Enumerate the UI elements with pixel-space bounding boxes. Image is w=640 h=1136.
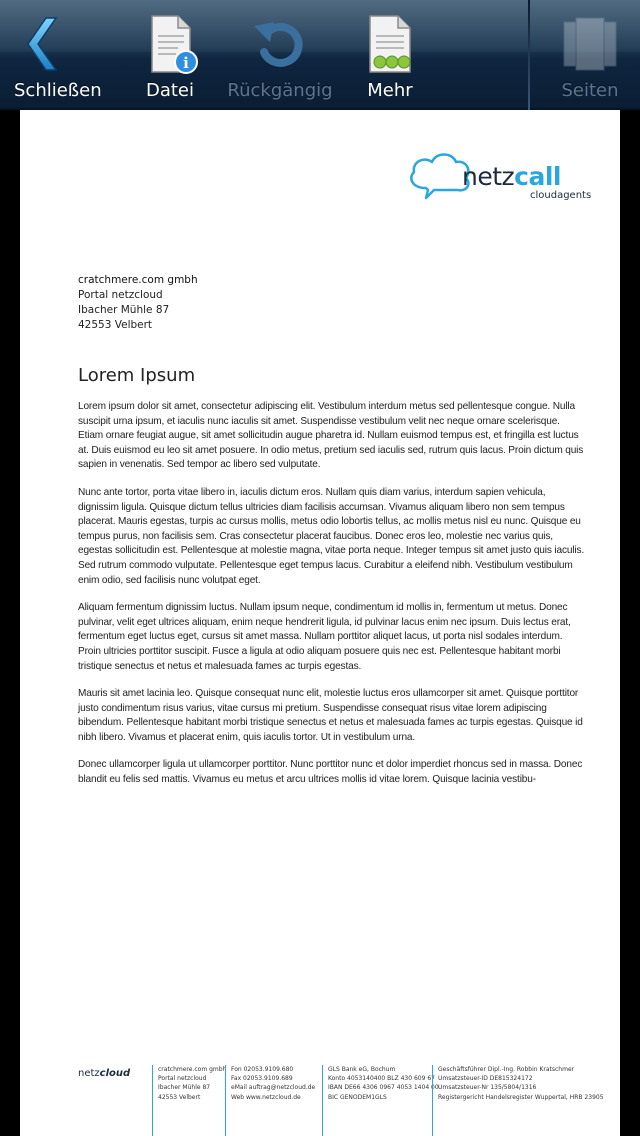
footer-line: Ibacher Mühle 87 [158,1084,211,1092]
footer-line: Fax 02053.9109.689 [231,1075,293,1083]
footer-line: Web www.netzcloud.de [231,1093,301,1101]
address-line: Portal netzcloud [78,289,163,301]
footer-line: IBAN DE66 4306 0967 4053 1404 00 [328,1084,439,1092]
paragraph: Lorem ipsum dolor sit amet, consectetur adipiscing elit. Vestibulum interdum metus sed pellentesque congue. Nulla suscipit urna ipsum, et iaculis nunc iaculis sit amet. Suspendisse vestibulum velit nec neque ornare scelerisque. Etiam ornare feugiat augue, sit amet sollicitudin augue pharetra id. Nullam euismod tempus est, et fringilla est luctus at. Duis euismod eu leo sit amet posuere. In odio metus, pretium sed iaculis sed, rutrum quis lacus. Proin dictum quis sapien in venenatis. Sed tempor ac libero sed vulputate. [78,401,584,471]
file-button[interactable] [130,0,210,110]
svg-text:i: i [183,54,189,72]
toolbar-divider [528,0,530,110]
footer-logo-accent: cloud [99,1068,131,1079]
brand-subtitle: cloudagents [530,190,592,201]
brand-prefix: netz [462,162,515,191]
paragraph: Mauris sit amet lacinia leo. Quisque consequat nunc elit, molestie luctus eros ullamcorper sit amet. Quisque porttitor justo condimentum risus varius, vitae cursus mi pretium. Suspendisse consequat risus vitae lorem adipiscing bibendum. Pellentesque habitant morbi tristique senectus et netus et malesuada fames ac turpis egestas. Quisque id nibh libero. Vivamus et placerat enim, quis iaculis tortor. Ut in vestibulum urna. [78,688,583,743]
document-page[interactable] [20,110,620,1136]
undo-button[interactable] [225,0,335,110]
footer-line: Umsatzsteuer-ID DE815324172 [438,1075,533,1083]
close-label: Schließen [14,80,102,101]
pages-button[interactable] [540,0,640,110]
pages-label: Seiten [561,80,619,101]
file-label: Datei [145,80,195,101]
more-label: Mehr [367,80,413,101]
document-heading: Lorem Ipsum [78,365,196,386]
footer-line: Konto 4053140400 BLZ 430 609 67 [328,1075,435,1083]
more-button[interactable] [350,0,430,110]
recipient-address [78,273,198,333]
address-company: cratchmere.com gmbh [78,274,198,286]
chevron-left-icon [16,12,80,76]
footer-line: Portal netzcloud [158,1075,207,1083]
paragraph: Aliquam fermentum dignissim luctus. Nullam ipsum neque, condimentum id mollis in, fermentum ut metus. Donec pulvinar, velit eget ultrices aliquam, enim neque hendrerit ligula, id pulvinar lacus enim nec ipsum. Duis lectus erat, fermentum eget luctus eget, cursus sit amet massa. Nullam porttitor aliquet lacus, ut porta nisl sodales interdum. Proin ultricies porttitor suscipit. Fusce a ligula at odio aliquam posuere quis nec est. Pellentesque habitant morbi tristique senectus et netus et malesuada fames ac turpis egestas. [78,602,571,672]
footer-line: Umsatzsteuer-Nr 135/5804/1316 [438,1084,537,1092]
footer-line: GLS Bank eG, Bochum [328,1066,396,1073]
footer-line: 42553 Velbert [158,1093,201,1101]
paragraph: Donec ullamcorper ligula ut ullamcorper porttitor. Nunc porttitor nunc et dolor imperdiet rhoncus sed in massa. Donec blandit eu felis sed mattis. Vivamus eu metus et arcu ultrices mollis id vitae lorem. Quisque lacinia vestibu- [78,759,583,786]
document-more-icon [358,12,422,76]
undo-label: Rückgängig [227,80,333,101]
footer-line: Geschäftsführer Dipl.-Ing. Robbin Kratschmer [438,1066,575,1073]
footer-line: cratchmere.com gmbh [158,1066,227,1073]
footer-column-contact [225,1065,315,1136]
footer-line: BIC GENODEM1GLS [328,1093,387,1101]
address-line: 42553 Velbert [78,319,153,331]
document-footer [20,1065,620,1136]
document-body [78,400,586,801]
toolbar [0,0,640,110]
paragraph: Nunc ante tortor, porta vitae libero in, iaculis dictum eros. Nullam quis diam varius, interdum sapien vehicula, dignissim ligula. Quisque dictum tellus ultricies diam facilisis accumsan. Vivamus aliquam libero non sem tempus placerat. Mauris egestas, turpis ac cursus mollis, metus odio lobortis tellus, ac mollis metus nisl eu nunc. Quisque eu tempus purus, non facilisis sem. Cras consectetur placerat faucibus. Donec eros leo, molestie nec varius quis, egestas sollicitudin est. Pellentesque at molestie magna, vitae porta neque. Integer tempus sit amet justo quis iaculis. Sed rutrum commodo vulputate. Pellentesque eget tempus lacus. Curabitur a eleifend nibh. Vestibulum vestibulum enim odio, sed facilisis nunc volutpat eget. [78,486,585,586]
brand-accent: call [514,162,561,191]
address-line: Ibacher Mühle 87 [78,304,170,316]
pages-icon [558,12,622,76]
footer-line: Registergericht Handelsregister Wuppertal, HRB 23905 [438,1093,604,1101]
footer-column-legal [432,1065,604,1136]
brand-logo [462,162,561,191]
footer-line: Fon 02053.9109.680 [231,1066,294,1073]
footer-logo [78,1068,130,1079]
close-button[interactable] [0,0,110,110]
document-info-icon [138,12,202,76]
footer-logo-prefix: netz [78,1068,100,1079]
footer-column-bank [322,1065,439,1136]
undo-icon [248,12,312,76]
footer-line: eMail auftrag@netzcloud.de [231,1084,316,1092]
footer-column-company [152,1065,226,1136]
